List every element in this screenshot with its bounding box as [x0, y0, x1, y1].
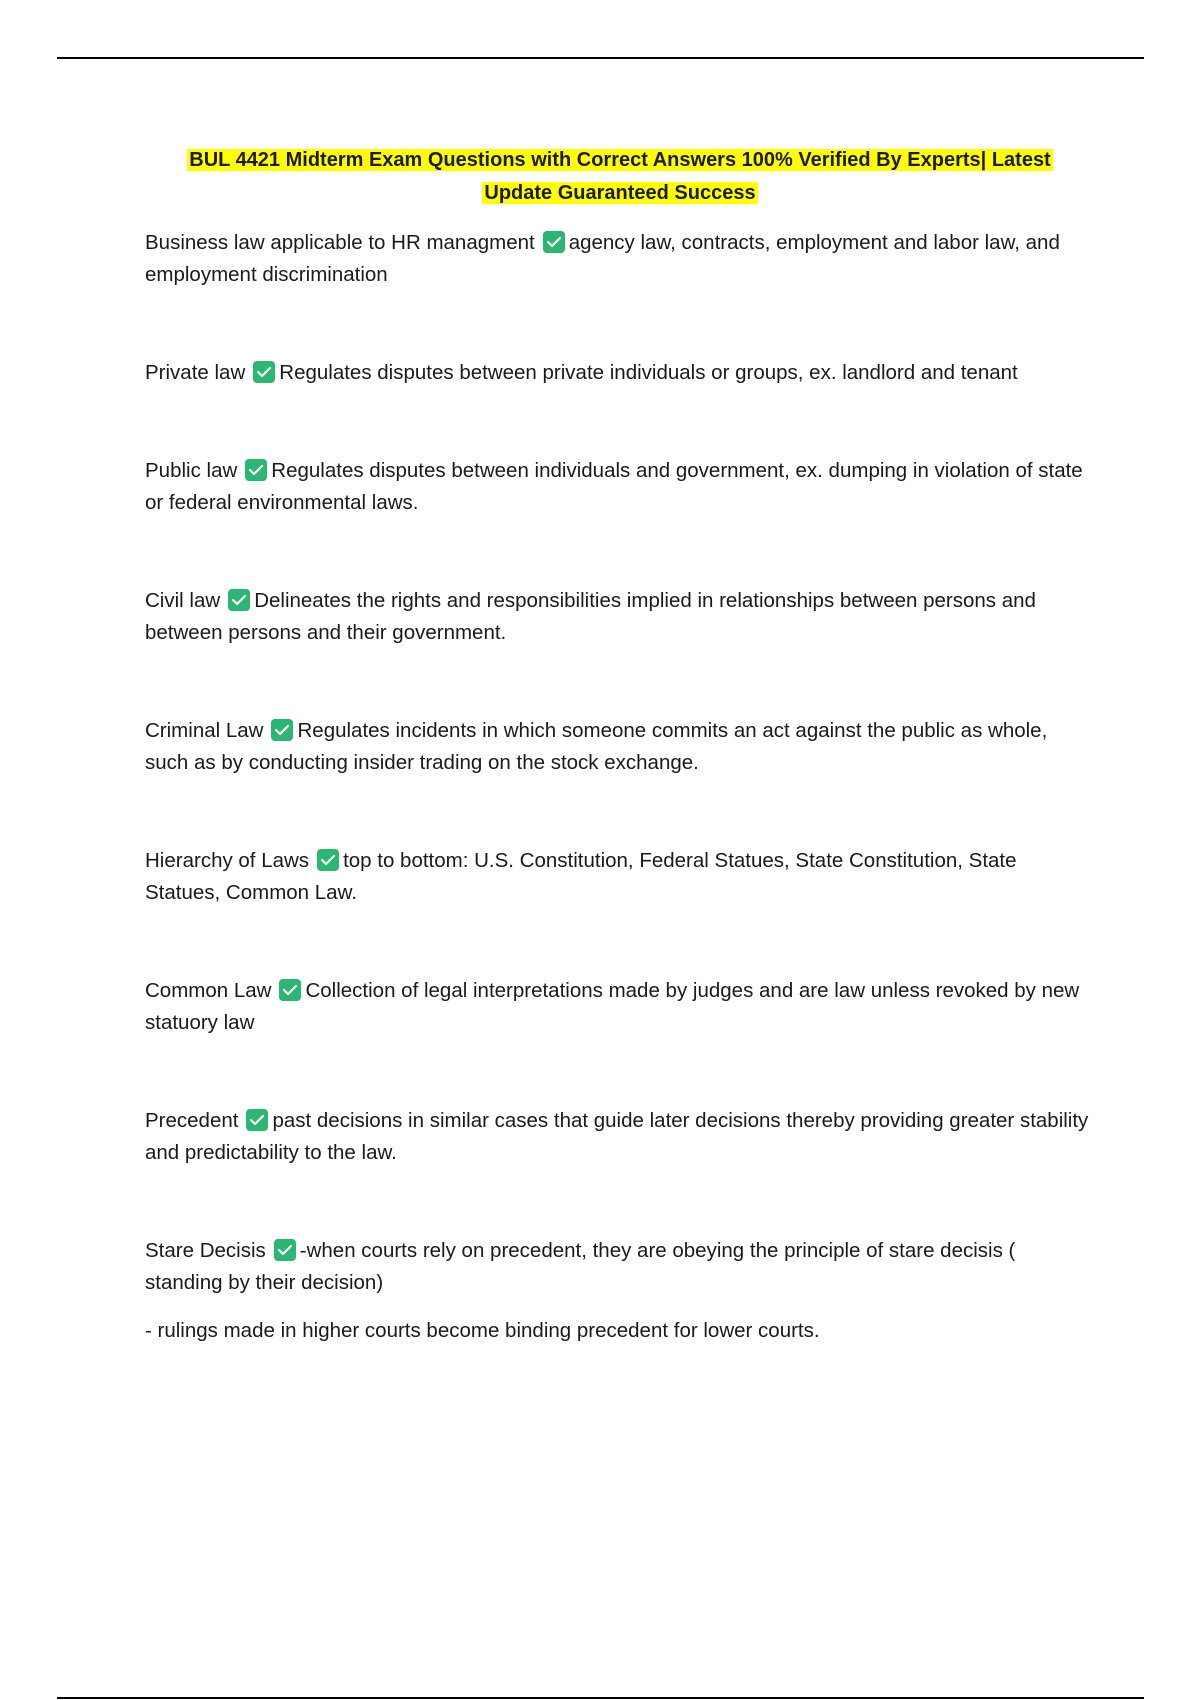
green-checkmark-icon	[279, 979, 301, 1001]
term: Business law applicable to HR managment	[145, 231, 535, 254]
definition: agency law, contracts, employment and labor law, and employment discrimination	[145, 231, 1060, 286]
qa-entry	[145, 357, 1090, 389]
green-checkmark-icon	[274, 1239, 296, 1261]
definition: Collection of legal interpretations made by judges and are law unless revoked by new statuory law	[145, 979, 1080, 1034]
definition: Regulates disputes between individuals and government, ex. dumping in violation of state or federal environmental laws.	[145, 459, 1083, 514]
term: Stare Decisis	[145, 1239, 266, 1262]
green-checkmark-icon	[228, 589, 250, 611]
definition: Delineates the rights and responsibilities implied in relationships between persons and between persons and their government.	[145, 589, 1036, 644]
followup-note: - rulings made in higher courts become binding precedent for lower courts.	[145, 1319, 820, 1342]
qa-entry	[145, 975, 1090, 1039]
term: Precedent	[145, 1109, 239, 1132]
qa-entry	[145, 1235, 1090, 1299]
green-checkmark-icon	[271, 719, 293, 741]
green-checkmark-icon	[253, 361, 275, 383]
bottom-divider	[57, 1697, 1144, 1699]
title-line-1: BUL 4421 Midterm Exam Questions with Correct Answers 100% Verified By Experts| Latest	[189, 149, 1051, 171]
definition: Regulates incidents in which someone commits an act against the public as whole, such as by conducting insider trading on the stock exchange.	[145, 719, 1048, 774]
term: Criminal Law	[145, 719, 264, 742]
document-title	[130, 144, 1110, 210]
qa-entry	[145, 227, 1090, 291]
qa-list	[145, 227, 1090, 1347]
definition: past decisions in similar cases that guide later decisions thereby providing greater stability and predictability to the law.	[145, 1109, 1089, 1164]
term: Public law	[145, 459, 238, 482]
qa-entry	[145, 455, 1090, 519]
term: Civil law	[145, 589, 221, 612]
definition: -when courts rely on precedent, they are obeying the principle of stare decisis ( standing by their decision)	[145, 1239, 1016, 1294]
definition: Regulates disputes between private individuals or groups, ex. landlord and tenant	[279, 361, 1018, 384]
title-line-2: Update Guaranteed Success	[484, 182, 756, 204]
green-checkmark-icon	[246, 1109, 268, 1131]
green-checkmark-icon	[543, 231, 565, 253]
qa-entry	[145, 845, 1090, 909]
qa-entry	[145, 715, 1090, 779]
term: Hierarchy of Laws	[145, 849, 310, 872]
green-checkmark-icon	[317, 849, 339, 871]
green-checkmark-icon	[245, 459, 267, 481]
top-divider	[57, 57, 1144, 59]
term: Private law	[145, 361, 246, 384]
qa-entry	[145, 1105, 1090, 1169]
qa-entry	[145, 585, 1090, 649]
definition: top to bottom: U.S. Constitution, Federal Statues, State Constitution, State Statues, Common Law.	[145, 849, 1017, 904]
term: Common Law	[145, 979, 272, 1002]
